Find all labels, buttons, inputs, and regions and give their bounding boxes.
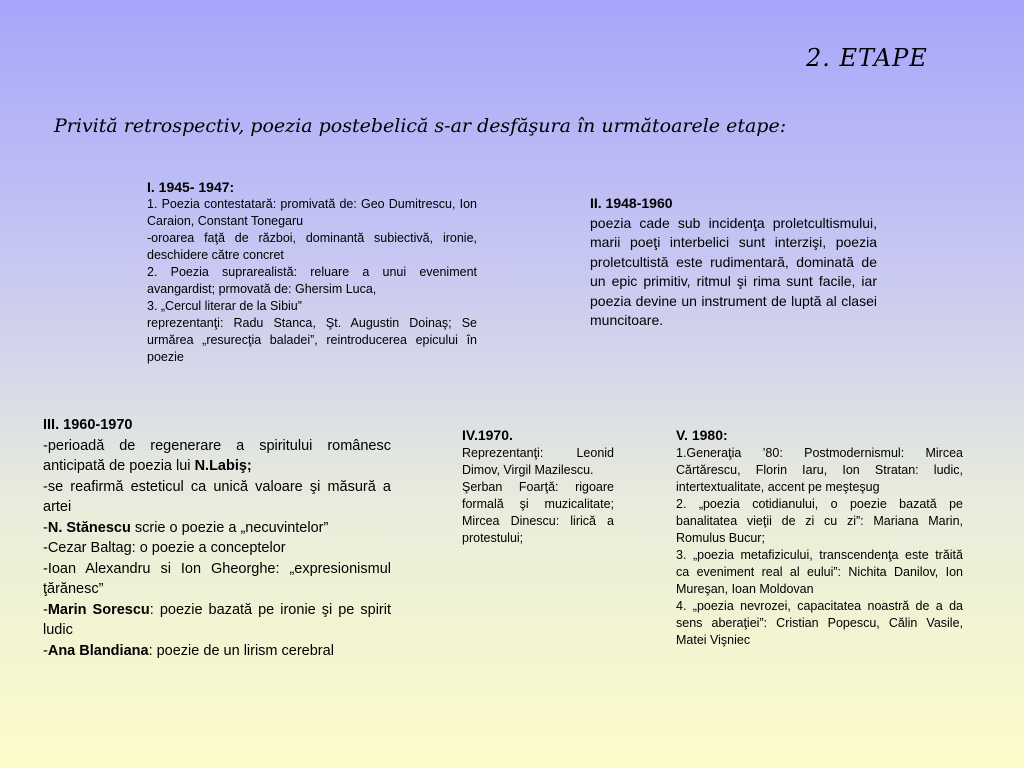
stage-3-line: -Ioan Alexandru si Ion Gheorghe: „expresionismul ţărănesc” (43, 560, 391, 597)
stage-1-line: 2. Poezia suprarealistă: reluare a unui eveniment avangardist; prmovată de: Ghersim Luca, (147, 265, 477, 296)
stage-3-line (43, 641, 391, 662)
stage-3-heading: III. 1960-1970 (43, 417, 133, 433)
stage-1-box (147, 179, 477, 366)
stage-5-line: 4. „poezia nevrozei, capacitatea noastră de a da sens aberaţiei”: Cristian Popescu, Călin Vasile, Matei Vişniec (676, 599, 963, 647)
stage-5-line: 1.Generaţia ’80: Postmodernismul: Mircea Cărtărescu, Florin Iaru, Ion Stratan: ludic, intertextualitate, accent pe meşteşug (676, 446, 963, 494)
line-dash: - (43, 601, 48, 618)
line-dash: - (43, 519, 48, 536)
stage-3-line-text: -perioadă de regenerare a spiritului românesc anticipată de poezia lui (43, 437, 391, 474)
stage-2-heading: II. 1948-1960 (590, 195, 673, 211)
poet-name: N. Stănescu (47, 519, 131, 536)
stage-3-box (43, 415, 391, 661)
stage-1-line: -oroarea faţă de război, dominantă subiectivă, ironie, deschidere către concret (147, 231, 477, 262)
stage-3-line (43, 436, 391, 477)
stage-4-heading: IV.1970. (462, 427, 513, 443)
poet-name: Marin Sorescu (47, 601, 150, 618)
stage-4-box (462, 426, 614, 547)
stage-4-line: Reprezentanţi: Leonid Dimov, Virgil Mazilescu. (462, 446, 614, 477)
stage-3-line (43, 518, 391, 539)
stage-3-line-text: : poezie bazată pe ironie şi pe spirit ludic (43, 601, 391, 638)
stage-3-line-text: scrie o poezie a „necuvintelor” (130, 519, 329, 536)
stage-1-line: 1. Poezia contestatară: promivată de: Geo Dumitrescu, Ion Caraion, Constant Tonegaru (147, 197, 477, 228)
stage-3-line: -se reafirmă esteticul ca unică valoare şi măsură a artei (43, 478, 391, 515)
stage-5-line: 2. „poezia cotidianului, o poezie bazată pe banalitatea vieţii de zi cu zi”: Mariana Marin, Romulus Bucur; (676, 497, 963, 545)
stage-4-line: Şerban Foarţă: rigoare formală şi muzicalitate; Mircea Dinescu: lirică a protestului; (462, 480, 614, 545)
stage-5-box (676, 426, 963, 649)
slide-title: 2. ETAPE (806, 44, 928, 72)
poet-name: N.Labiş; (194, 458, 252, 474)
stage-2-text: poezia cade sub incidenţa proletcultismului, marii poeţi interbelici sunt interzişi, poezia proletcultistă este rudimentară, dominată de un epic primitiv, ritmul şi rima sunt facile, iar poezia devine un instrument de luptă al clasei muncitoare. (590, 214, 877, 328)
stage-5-line: 3. „poezia metafizicului, transcendenţa este trăită ca eveniment real al eului”: Nichita Danilov, Ion Mureşan, Ioan Moldovan (676, 548, 963, 596)
stage-3-line-text: : poezie de un lirism cerebral (148, 642, 334, 659)
stage-1-line: reprezentanţi: Radu Stanca, Şt. Augustin Doinaş; Se urmărea „resurecţia baladei”, reintroducerea epicului în poezie (147, 316, 477, 364)
stage-1-heading: I. 1945- 1947: (147, 179, 235, 195)
stage-1-line: 3. „Cercul literar de la Sibiu” (147, 299, 302, 313)
line-dash: - (43, 642, 48, 659)
stage-5-heading: V. 1980: (676, 427, 728, 443)
poet-name: Ana Blandiana (47, 642, 149, 659)
stage-2-box (590, 194, 877, 331)
stage-3-line: -Cezar Baltag: o poezie a conceptelor (43, 540, 286, 556)
stage-3-line (43, 600, 391, 641)
slide-subtitle: Privită retrospectiv, poezia postebelică s-ar desfăşura în următoarele etape: (54, 115, 787, 137)
